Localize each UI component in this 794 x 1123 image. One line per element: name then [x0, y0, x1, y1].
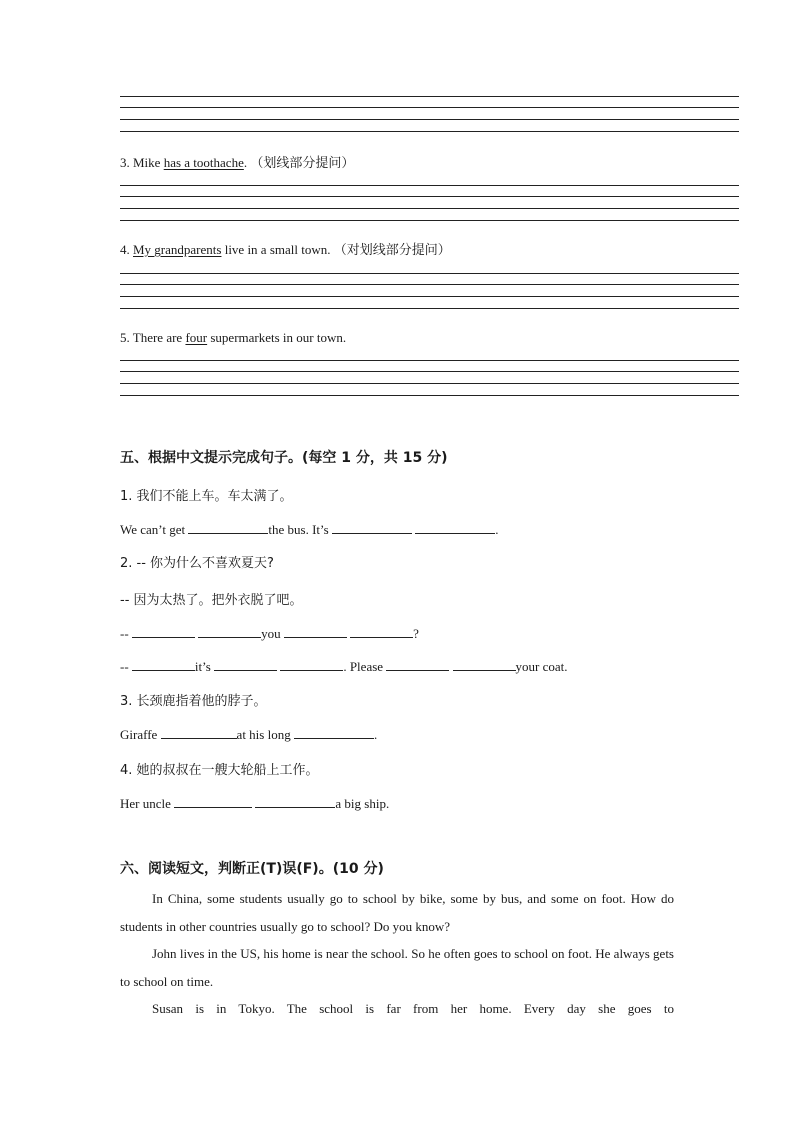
section-6-title: 六、阅读短文，判断正(T)误(F)。(10 分) — [120, 861, 384, 877]
q5-underlined: four — [185, 330, 208, 345]
blank-input[interactable] — [350, 625, 413, 638]
question-5: 5. There are four supermarkets in our town. — [120, 330, 347, 345]
s5-item2-english-line1: -- you ? — [120, 626, 419, 641]
s5-item2-chinese: 2. -- 你为什么不喜欢夏天? — [120, 556, 274, 571]
s5-item3-english: Giraffe at his long . — [120, 727, 378, 742]
s5-item2-english-line2: -- it’s . Please your coat. — [120, 659, 568, 674]
blank-input[interactable] — [332, 521, 412, 534]
answer-lines-q5[interactable] — [120, 360, 739, 396]
blank-input[interactable] — [415, 521, 495, 534]
s5-item1-chinese: 1. 我们不能上车。车太满了。 — [120, 489, 293, 504]
question-4: 4. My grandparents live in a small town. （对划线部分提问） — [120, 242, 451, 258]
blank-input[interactable] — [161, 726, 237, 739]
s5-item1-english: We can’t get the bus. It’s . — [120, 522, 499, 537]
blank-input[interactable] — [188, 521, 268, 534]
reading-passage — [120, 885, 674, 1023]
s5-item4-english: Her uncle a big ship. — [120, 796, 390, 811]
blank-input[interactable] — [284, 625, 347, 638]
blank-input[interactable] — [280, 658, 343, 671]
s5-item3-chinese: 3. 长颈鹿指着他的脖子。 — [120, 694, 267, 709]
blank-input[interactable] — [255, 795, 335, 808]
s5-item4-chinese: 4. 她的叔叔在一艘大轮船上工作。 — [120, 763, 319, 778]
question-3: 3. Mike has a toothache. （划线部分提问） — [120, 155, 355, 171]
blank-input[interactable] — [294, 726, 374, 739]
answer-lines-q3[interactable] — [120, 185, 739, 221]
blank-input[interactable] — [132, 658, 195, 671]
passage-paragraph: In China, some students usually go to school by bike, some by bus, and some on foot. How do students in other countries usually go to school? Do you know? — [120, 891, 674, 934]
q3-underlined: has a toothache — [163, 155, 244, 170]
blank-input[interactable] — [386, 658, 449, 671]
passage-paragraph: Susan is in Tokyo. The school is far from her home. Every day she goes to — [152, 1001, 674, 1017]
s5-item2-chinese-answer: -- 因为太热了。把外衣脱了吧。 — [120, 593, 303, 608]
section-5-title: 五、根据中文提示完成句子。(每空 1 分，共 15 分) — [120, 450, 448, 466]
answer-lines-q4[interactable] — [120, 273, 739, 309]
blank-input[interactable] — [198, 625, 261, 638]
blank-input[interactable] — [453, 658, 516, 671]
blank-input[interactable] — [214, 658, 277, 671]
answer-lines-q2[interactable] — [120, 96, 739, 132]
blank-input[interactable] — [132, 625, 195, 638]
blank-input[interactable] — [174, 795, 252, 808]
q4-underlined: My grandparents — [133, 242, 222, 257]
passage-paragraph: John lives in the US, his home is near the school. So he often goes to school on foot. He always gets to school on time. — [120, 946, 674, 989]
